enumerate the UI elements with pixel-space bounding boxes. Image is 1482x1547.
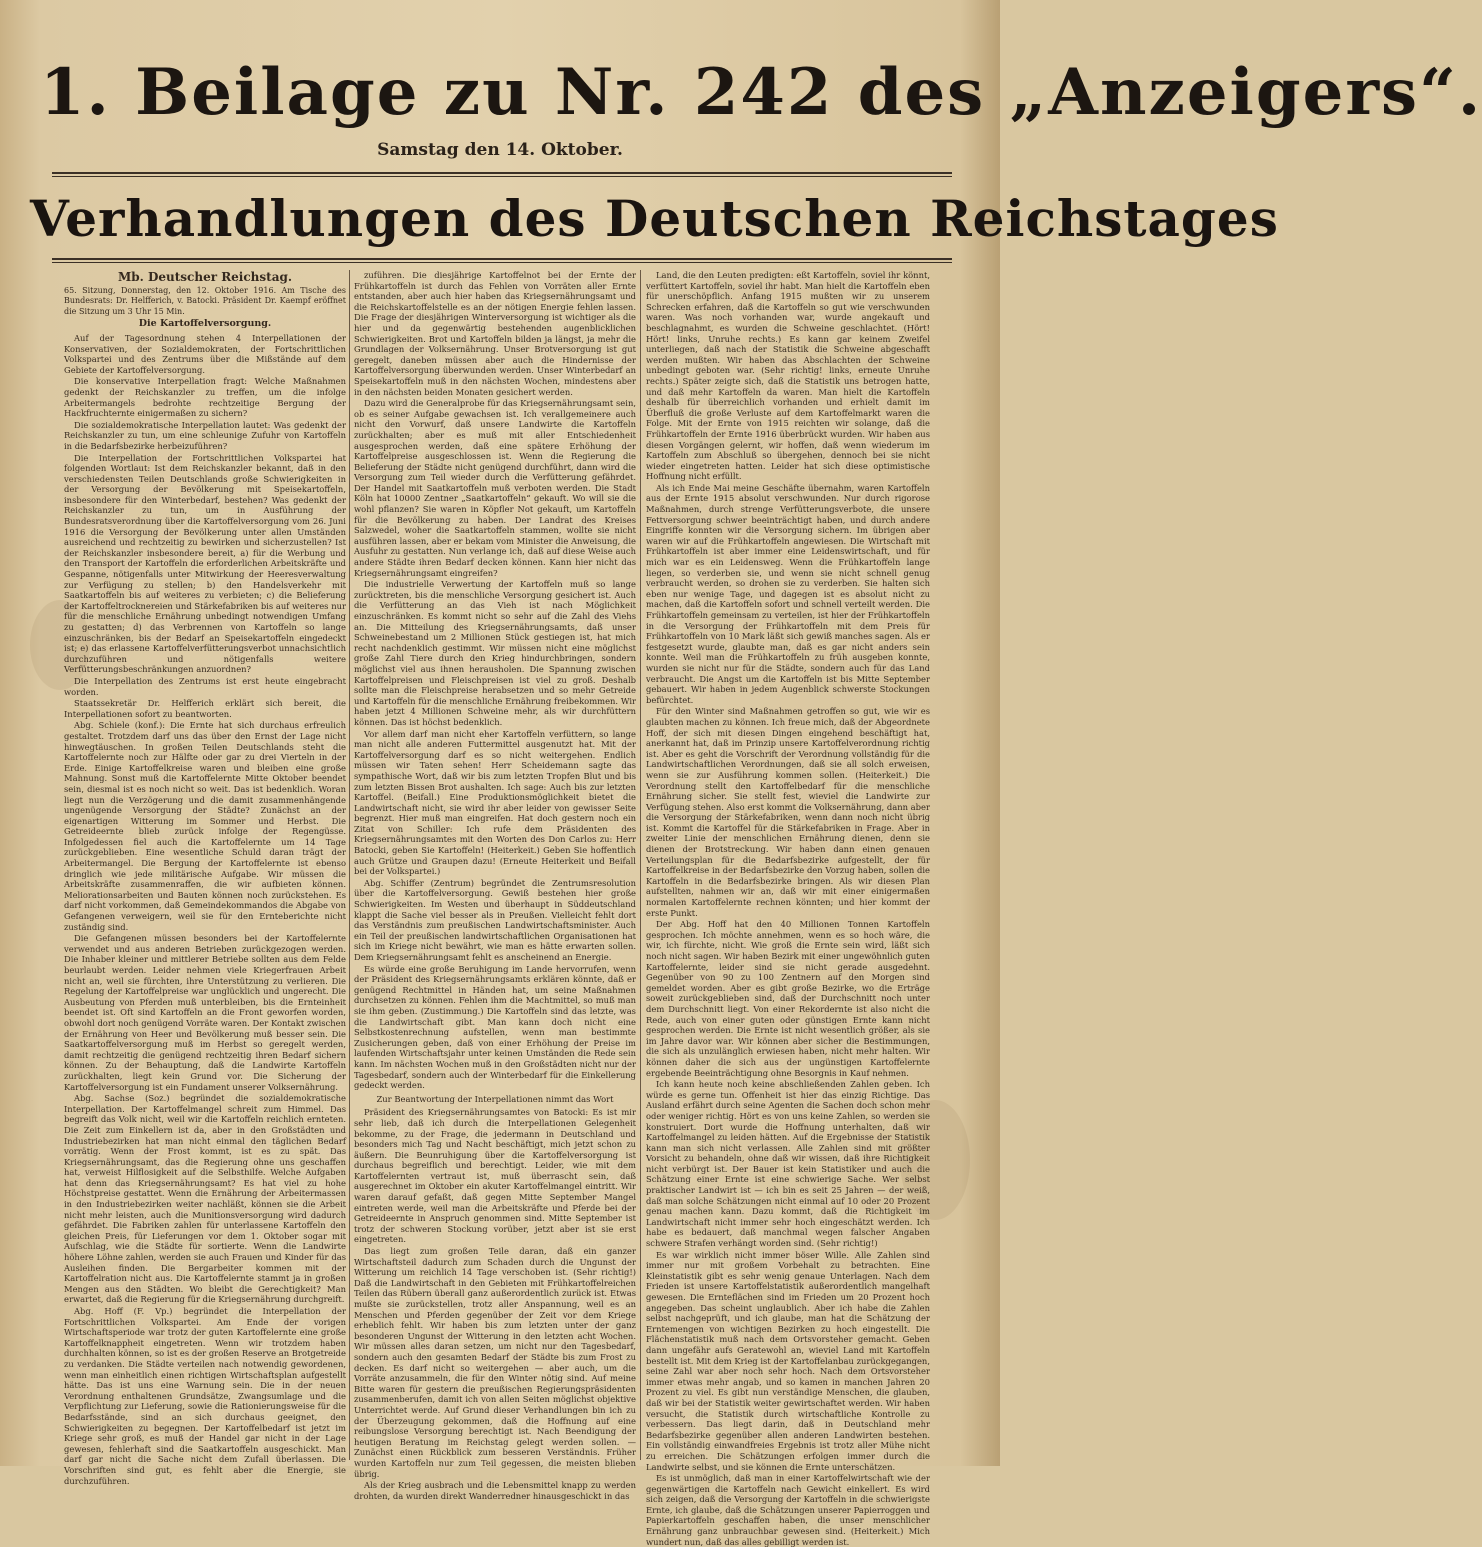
issue-date: Samstag den 14. Oktober. (377, 140, 623, 160)
article-paragraph: Abg. Schiffer (Zentrum) begründet die Zentrumsresolution über die Kartoffelversorgung. Gewiß bestehen hier große Schwierigkeiten. Im Westen und überhaupt in Süddeutschland klappt die Sache viel besser als in Preußen. Vielleicht fehlt dort das Verständnis zum preußischen Landwirtschaftsminister. Auch ein Teil der preußischen landwirtschaftlichen Organisationen hat sich im Kriege nicht bewährt, wie man es hätte erwarten sollen. Dem Kriegsernährungsamt fehlt es anscheinend an Energie. (354, 877, 636, 962)
article-paragraph: Die Interpellation der Fortschrittlichen Volkspartei hat folgenden Wortlaut: Ist dem Reichskanzler bekannt, daß in den verschiedensten Teilen Deutschlands große Schwierigkeiten in der Versorgung der Bevölkerung mit Speisekartoffeln, insbesondere für den Winterbedarf, bestehen? Was gedenkt der Reichskanzler zu tun, um in Ausführung der Bundesratsverordnung über die Kartoffelversorgung vom 26. Juni 1916 die Versorgung der Bevölkerung unter allen Umständen ausreichend und rechtzeitig zu bewirken und sicherzustellen? Ist der Reichskanzler insbesondere bereit, a) für die Werbung und den Transport der Kartoffeln die erforderlichen Arbeitskräfte und Gespanne, nötigenfalls unter Mitwirkung der Heeresverwaltung zur Verfügung zu stellen; b) den Handelsverkehr mit Saatkartoffeln bis auf weiteres zu verbieten; c) die Belieferung der Kartoffeltrocknereien und Stärkefabriken bis auf weiteres nur für die menschliche Ernährung unbedingt notwendigen Umfang zu gestatten; d) das Verbrennen von Kartoffeln so lange einzuschränken, bis der Bedarf an Speisekartoffeln eingedeckt ist; e) das erlassene Kartoffelverfütterungsverbot unnachsichtlich durchzuführen und nötigenfalls weitere Verfütterungsbeschränkungen anzuordnen? (64, 452, 346, 675)
article-paragraph: Die konservative Interpellation fragt: Welche Maßnahmen gedenkt der Reichskanzler zu treffen, um die infolge Arbeitermangels bedrohte rechtzeitige Bergung der Hackfruchternte einigermaßen zu sichern? (64, 376, 346, 419)
article-paragraph: Die Gefangenen müssen besonders bei der Kartoffelernte verwendet und aus anderen Betrieben zurückgezogen werden. Die Inhaber kleiner und mittlerer Betriebe sollten aus dem Felde beurlaubt werden. Leider nehmen viele Kriegerfrauen Arbeit nicht an, weil sie fürchten, ihre Unterstützung zu verlieren. Die Regelung der Kartoffelpreise war unglücklich und ungerecht. Die Ausbeutung von Pferden muß unterbleiben, bis die Ernteinheit beendet ist. Oft sind Kartoffeln an die Front geworfen worden, obwohl dort noch genügend Vorräte waren. Der Kontakt zwischen der Ernährung von Heer und Bevölkerung muß besser sein. Die Saatkartoffelversorgung muß im Herbst so geregelt werden, damit rechtzeitig die genügend rechtzeitig ihren Bedarf sichern können. Zu der Behauptung, daß die Landwirte Kartoffeln zurückhalten, liegt kein Grund vor. Die Sicherung der Kartoffelversorgung ist ein Fundament unserer Volksernährung. (64, 933, 346, 1092)
column-divider (640, 270, 641, 1460)
column-divider (349, 270, 350, 1460)
article-paragraph: Als ich Ende Mai meine Geschäfte übernahm, waren Kartoffeln aus der Ernte 1915 absolut verschwunden. Nur durch rigorose Maßnahmen, durch strenge Verfütterungsverbote, die unsere Fettversorgung schwer beeinträchtigt haben, und durch andere Eingriffe konnten wir die Versorgung sichern. Im übrigen aber waren wir auf die Frühkartoffeln angewiesen. Die Wirtschaft mit Frühkartoffeln ist aber immer eine Leidenswirtschaft, und für mich war es ein Leidensweg. Wenn die Frühkartoffeln lange liegen, so verderben sie, und wenn sie nicht schnell genug verbraucht werden, so drohen sie zu verderben. Sie halten sich eben nur wenige Tage, und dagegen ist es absolut nicht zu machen, daß die Kartoffeln sofort und schnell verteilt werden. Die Frühkartoffeln gemeinsam zu verteilen, ist hier der Frühkartoffeln in die Versorgung der Frühkartoffeln mit dem Preis für Frühkartoffeln von 10 Mark läßt sich gewiß manches sagen. Als er festgesetzt wurde, glaubte man, daß es gar nicht anders sein konnte. Weil man die Frühkartoffeln zu früh ausgeben konnte, wurden sie nicht nur für die Städte, sondern auch für das Land verbraucht. Die Angst um die Kartoffeln ist bis Mitte September gebauert. Wir haben in jedem Augenblick schwerste Stockungen befürchtet. (646, 482, 930, 705)
centered-line: Zur Beantwortung der Interpellationen nimmt das Wort (376, 1093, 614, 1104)
article-paragraph: Als der Krieg ausbrach und die Lebensmittel knapp zu werden drohten, da wurden direkt Wanderredner hinausgeschickt in das (354, 1480, 636, 1501)
article-column-1 (64, 270, 346, 1486)
section-headline: Verhandlungen des Deutschen Reichstages (30, 189, 1279, 248)
article-paragraph: Dazu wird die Generalprobe für das Kriegsernährungsamt sein, ob es seiner Aufgabe gewachsen ist. Ich verallgemeinere auch nicht den Vorwurf, daß unsere Landwirte die Kartoffeln zurückhalten; aber es muß mit aller Entschiedenheit ausgesprochen werden, daß eine spätere Erhöhung der Kartoffelpreise ausgeschlossen ist. Wenn die Regierung die Belieferung der Städte nicht genügend durchführt, dann wird die Versorgung zum Teil wieder durch die Verfütterung gefährdet. Der Handel mit Saatkartoffeln muß verboten werden. Die Stadt Köln hat 10000 Zentner „Saatkartoffeln“ gekauft. Wo will sie die wohl pflanzen? Sie waren in Köpfler Not gekauft, um Kartoffeln für die Bevölkerung zu haben. Der Landrat des Kreises Salzwedel, woher die Saatkartoffeln stammen, wollte sie nicht ausführen lassen, aber er bekam vom Minister die Anweisung, die Ausfuhr zu gestatten. Nun verlange ich, daß auf diese Weise auch andere Städte ihren Bedarf decken können. Kann hier nicht das Kriegsernährungsamt eingreifen? (354, 398, 636, 578)
article-paragraph: Abg. Schiele (konf.): Die Ernte hat sich durchaus erfreulich gestaltet. Trotzdem darf uns das über den Ernst der Lage nicht hinwegtäuschen. In großen Teilen Deutschlands steht die Kartoffelernte noch zur Hälfte oder gar zu drei Vierteln in der Erde. Einige Kartoffelkreise waren und bleiben eine große Mahnung. Sonst muß die Kartoffelernte Mitte Oktober beendet sein, diesmal ist es noch nicht so weit. Das ist bedenklich. Woran liegt nun die Verzögerung und die damit zusammenhängende ungenügende Versorgung der Städte? Zunächst an der eigenartigen Witterung im Sommer und Herbst. Die Getreideernte blieb zurück infolge der Regengüsse. Infolgedessen fiel auch die Kartoffelernte um 14 Tage zurückgeblieben. Eine wesentliche Schuld daran trägt der Arbeitermangel. Die Bergung der Kartoffelernte ist ebenso dringlich wie jede militärische Aufgabe. Wir müssen die Arbeitskräfte zusammenraffen, die wir aufbieten können. Meliorationsarbeiten und Bauten können noch zurückstehen. Es darf nicht vorkommen, daß Gemeindekommandos die Abgabe von Gefangenen verweigern, weil sie für den Ernteberichte nicht zuständig sind. (64, 720, 346, 932)
divider-rule (52, 176, 952, 177)
masthead-title: 1. Beilage zu Nr. 242 des „Anzeigers“. (40, 55, 1482, 130)
article-paragraph: Staatssekretär Dr. Helfferich erklärt sich bereit, die Interpellationen sofort zu beantworten. (64, 698, 346, 719)
article-paragraph: Präsident des Kriegsernährungsamtes von Batocki: Es ist mir sehr lieb, daß ich durch die Interpellationen Gelegenheit bekomme, zu der Frage, die jedermann in Deutschland und besonders mich Tag und Nacht beschäftigt, mich jetzt schon zu äußern. Die Beunruhigung über die Kartoffelversorgung ist durchaus begreiflich und berechtigt. Leider, wie mit dem Kartoffelernten vertraut ist, muß überrascht sein, daß ausgerechnet im Oktober ein akuter Kartoffelmangel eintritt. Wir waren darauf gefaßt, daß gegen Mitte September Mangel eintreten werde, weil man die Arbeitskräfte und Pferde bei der Getreideernte in Anspruch genommen sind. Mitte September ist trotz der schweren Stockung vorüber, jetzt aber ist sie erst eingetreten. (354, 1107, 636, 1245)
article-paragraph: Ich kann heute noch keine abschließenden Zahlen geben. Ich würde es gerne tun. Offenheit ist hier das einzig Richtige. Das Ausland erfährt durch seine Agenten die Sachen doch schon mehr oder weniger richtig. Hört es von uns keine Zahlen, so werden sie konstruiert. Dort wurde die Hoffnung unterhalten, daß wir Kartoffelmangel zu leiden hätten. Auf die Ergebnisse der Statistik kann man sich nicht verlassen. Alle Zahlen sind mit größter Vorsicht zu behandeln, ohne daß wir wissen, daß ihre Richtigkeit nicht verbürgt ist. Der Bauer ist kein Statistiker und auch die Schätzung einer Ernte ist eine schwierige Sache. Wer selbst praktischer Landwirt ist — ich bin es seit 25 Jahren — der weiß, daß man solche Schätzungen nicht einmal auf 10 oder 20 Prozent genau machen kann. Dazu kommt, daß die Richtigkeit im Landwirtschaft nicht immer sehr hoch eingeschätzt werden. Ich habe es bedauert, daß manchmal wegen falscher Angaben schwere Strafen verhängt worden sind. (Sehr richtig!) (646, 1079, 930, 1249)
article-paragraph: Die Interpellation des Zentrums ist erst heute eingebracht worden. (64, 675, 346, 697)
article-paragraph: Es war wirklich nicht immer böser Wille. Alle Zahlen sind immer nur mit großem Vorbehalt zu betrachten. Eine Kleinstatistik gibt es sehr wenig genaue Unterlagen. Nach dem Frieden ist unsere Kartoffelstatistik außerordentlich mangelhaft gewesen. Die Ernteflächen sind im Frieden um 20 Prozent hoch angegeben. Das scheint unglaublich. Aber ich habe die Zahlen selbst nachgeprüft, und ich glaube, man hat die Schätzung der Erntemengen von wichtigen Bezirken zu hoch eingestellt. Die Flächenstatistik muß nach dem Ortsvorsteher gemacht. Geben dann ungefähr aufs Geratewohl an, wieviel Land mit Kartoffeln bestellt ist. Mit dem Krieg ist der Kartoffelanbau zurückgegangen, seine Zahl war aber noch sehr hoch. Nach dem Ortsvorsteher immer etwas mehr angab, und so kamen in manchen Jahren 20 Prozent zu viel. Es gibt nun verständige Menschen, die glauben, daß wir bei der Statistik weiter gewirtschaftet werden. Wir haben versucht, die Statistik durch wirtschaftliche Kontrolle zu verbessern. Das liegt darin, daß in Deutschland mehr Bedarfsbezirke gegenüber allen anderen Landwirten bestehen. Ein vollständig einwandfreies Ergebnis ist trotz aller Mühe nicht zu erreichen. Die Schätzungen erfolgen immer durch die Landwirte selbst, und sie können die Ernte unterschätzen. (646, 1249, 930, 1472)
subsection-title: Die Kartoffelversorgung. (138, 318, 272, 330)
article-paragraph: Der Abg. Hoff hat den 40 Millionen Tonnen Kartoffeln gesprochen. Ich möchte annehmen, wenn es so hoch wäre, die wir, ich fürchte, nicht. Wie groß die Ernte sein wird, läßt sich noch nicht sagen. Wir haben Bezirk mit einer ungewöhnlich guten Kartoffelernte, leider sind sie nicht gerade ausgedehnt. Gegenüber von 90 zu 100 Zentnern auf den Morgen sind gemeldet worden. Aber es gibt große Bezirke, wo die Erträge soweit zurückgeblieben sind, daß der Durchschnitt noch unter dem Durchschnitt liegt. Von einer Rekordernte ist also nicht die Rede, auch von einer guten oder günstigen Ernte kann nicht gesprochen werden. Die Ernte ist nicht wesentlich größer, als sie im Jahre davor war. Wir können aber sicher die Bestimmungen, die sich als unzulänglich erwiesen haben, nicht mehr halten. Wir können daher die sich aus der ungünstigen Kartoffelernte ergebende Beeinträchtigung ohne Besorgnis in Kauf nehmen. (646, 919, 930, 1078)
article-paragraph: Auf der Tagesordnung stehen 4 Interpellationen der Konservativen, der Sozialdemokraten, der Fortschrittlichen Volkspartei und des Zentrums über die Mißstände auf dem Gebiete der Kartoffelversorgung. (64, 332, 346, 375)
divider-rule (52, 262, 952, 263)
article-paragraph: Es würde eine große Beruhigung im Lande hervorrufen, wenn der Präsident des Kriegsernährungsamts erklären könnte, daß er genügend Rechtmittel in Händen hat, um seine Maßnahmen durchsetzen zu können. Fehlen ihm die Machtmittel, so muß man sie ihm geben. (Zustimmung.) Die Kartoffeln sind das letzte, was die Landwirtschaft gibt. Man kann doch nicht eine Selbstkostenrechnung aufstellen, wenn man bestimmte Zusicherungen geben, daß von einer Erhöhung der Preise im laufenden Wirtschaftsjahr unter keinen Umständen die Rede sein kann. Im nächsten Wochen muß in den Großstädten nicht nur der Tagesbedarf, sondern auch der Winterbedarf für die Einkellerung gedeckt werden. (354, 963, 636, 1091)
article-paragraph: Land, die den Leuten predigten: eßt Kartoffeln, soviel ihr könnt, verfüttert Kartoffeln, soviel ihr habt. Man hielt die Kartoffeln eben für unerschöpflich. Anfang 1915 mußten wir zu unserem Schrecken erfahren, daß die Kartoffeln so gut wie verschwunden waren. Was noch vorhanden war, wurde angekauft und beschlagnahmt, es wurden die Schweine geschlachtet. (Hört! Hört! links, Unruhe rechts.) Es kann gar keinem Zweifel unterliegen, daß nach der Statistik die Schweine abgeschafft werden mußten. Wir haben das Abschlachten der Schweine unbedingt geboten war. (Sehr richtig! links, erneute Unruhe rechts.) Später zeigte sich, daß die Statistik uns betrogen hatte, und daß mehr Kartoffeln da waren. Man hielt die Kartoffeln deshalb für überreichlich vorhanden und erhielt damit im Überfluß die große Verluste auf dem Kartoffelmarkt waren die Folge. Mit der Ernte von 1915 reichten wir solange, daß die Frühkartoffeln der Ernte 1916 überbrückt wurden. Wir haben aus diesen Vorgängen gelernt, wir hoffen, daß wenn wiederum im Kartoffeln zum Abschluß so übergehen, dennoch bei sie nicht wieder eingetreten hatten. Leider hat sich diese optimistische Hoffnung nicht erfüllt. (646, 270, 930, 482)
article-column-2 (354, 270, 636, 1501)
article-column-3 (646, 270, 930, 1547)
divider-rule (52, 258, 952, 260)
session-info: 65. Sitzung, Donnerstag, den 12. Oktober 1916. Am Tische des Bundesrats: Dr. Helfferich, v. Batocki. Präsident Dr. Kaempf eröffnet die Sitzung um 3 Uhr 15 Min. (64, 285, 346, 316)
article-paragraph: zuführen. Die diesjährige Kartoffelnot bei der Ernte der Frühkartoffeln ist durch das Fehlen von Vorräten aller Ernte entstanden, aber auch hier haben das Kriegsernährungsamt und die Reichskartoffelstelle es an der nötigen Energie fehlen lassen. Die Frage der diesjährigen Winterversorgung ist wichtiger als die hier und da gegenwärtig bestehenden augenblicklichen Schwierigkeiten. Brot und Kartoffeln bilden ja längst, ja mehr die Grundlagen der Volksernährung. Unser Brotversorgung ist gut geregelt, daneben müssen aber auch die Hindernisse der Kartoffelversorgung überwunden werden. Unser Winterbedarf an Speisekartoffeln muß in den nächsten Wochen, mindestens aber in den nächsten beiden Monaten gesichert werden. (354, 270, 636, 397)
divider-rule (52, 172, 952, 174)
article-paragraph: Für den Winter sind Maßnahmen getroffen so gut, wie wir es glaubten machen zu können. Ich freue mich, daß der Abgeordnete Hoff, der sich mit diesen Dingen eingehend beschäftigt hat, anerkannt hat, daß im Prinzip unsere Kartoffelverordnung richtig ist. Aber es geht die Vorschrift der Verordnung vollständig für die Landwirtschaftlichen Verordnungen, daß sie all solch erweisen, wenn sie zur Ausführung kommen sollen. (Heiterkeit.) Die Verordnung stellt den Kartoffelbedarf für die menschliche Ernährung sicher. Sie stellt fest, wieviel die Landwirte zur Verfügung stehen. Also erst kommt die Volksernährung, dann aber die Versorgung der Stärkefabriken, wenn dann noch nicht übrig ist. Kommt die Kartoffel für die Stärkefabriken in Frage. Aber in zweiter Linie der menschlichen Ernährung dienen, denn sie dienen der Brotstreckung. Wir haben dann einen genauen Verteilungsplan für die Bedarfsbezirke aufgestellt, der für Kartoffelkreise in der Bedarfsbezirke den Vorzug haben, sollen die Kartoffeln in die Bedarfsbezirke bringen. Als wir diesen Plan aufstellten, nahmen wir an, daß wir mit einer einigermaßen normalen Kartoffelernte rechnen könnten; und hier kommt der erste Punkt. (646, 706, 930, 918)
article-paragraph: Vor allem darf man nicht eher Kartoffeln verfüttern, so lange man nicht alle anderen Futtermittel ausgenutzt hat. Mit der Kartoffelversorgung darf es so nicht weitergehen. Endlich müssen wir Taten sehen! Herr Scheidemann sagte das sympathische Wort, daß wir bis zum letzten Tropfen Blut und bis zum letzten Bissen Brot aushalten. Ich sage: Auch bis zur letzten Kartoffel. (Beifall.) Eine Produktionsmöglichkeit bietet die Landwirtschaft nicht, sie wird ihr aber leider von gewisser Seite begrenzt. Hier muß man eingreifen. Hat doch gestern noch ein Zitat von Schiller: Ich rufe dem Präsidenten des Kriegsernährungsamtes mit den Worten des Don Carlos zu: Herr Batocki, geben Sie Kartoffeln! (Heiterkeit.) Geben Sie hoffentlich auch Grütze und Graupen dazu! (Erneute Heiterkeit und Beifall bei der Volkspartei.) (354, 728, 636, 877)
article-paragraph: Die industrielle Verwertung der Kartoffeln muß so lange zurücktreten, bis die menschliche Versorgung gesichert ist. Auch die Verfütterung an das Vieh ist nach Möglichkeit einzuschränken. Es kommt nicht so sehr auf die Zahl des Viehs an. Die Mitteilung des Kriegsernährungsamts, daß unser Schweinebestand um 2 Millionen Stück gestiegen ist, hat mich recht nachdenklich gestimmt. Wir müssen nicht eine möglichst große Zahl Tiere durch den Krieg hindurchbringen, sondern möglichst viel aus ihnen herausholen. Die Spannung zwischen Kartoffelpreisen und Fleischpreisen ist viel zu groß. Deshalb sollte man die Fleischpreise herabsetzen und so mehr Getreide und Kartoffeln für die menschliche Ernährung freibekommen. Wir haben jetzt 4 Millionen Schweine mehr, als wir durchfüttern können. Das ist höchst bedenklich. (354, 579, 636, 727)
article-paragraph: Abg. Sachse (Soz.) begründet die sozialdemokratische Interpellation. Der Kartoffelmangel schreit zum Himmel. Das begreift das Volk nicht, weil wir die Kartoffeln reichlich ernteten. Die Zeit zum Einkellern ist da, aber in den Großstädten und Industriebezirken hat man nicht einmal den täglichen Bedarf vorrätig. Wenn der Frost kommt, ist es zu spät. Das Kriegsernährungsamt, das die Regierung ohne uns geschaffen hat, verweist Hilflosigkeit auf die Selbsthilfe. Welche Aufgaben hat denn das Kriegsernährungsamt? Es hat viel zu hohe Höchstpreise gestattet. Wenn die Ernährung der Arbeitermassen in den Industriebezirken weiter nachläßt, können sie die Arbeit nicht mehr leisten, auch die Munitionsversorgung wird dadurch gefährdet. Die Fabriken zahlen für unterlassene Kartoffeln den gleichen Preis, für Lieferungen vor dem 1. Oktober sogar mit Aufschlag, wie die Städte für sortierte. Wenn die Landwirte höhere Löhne zahlen, werden sie auch Frauen und Kinder für das Ausleihen finden. Die Bergarbeiter kommen mit der Kartoffelration nicht aus. Die Kartoffelernte stammt ja in großen Mengen aus den Städten. Wo bleibt die Gerechtigkeit? Man erwartet, daß die Regierung für die Kriegsernährung durchgreift. (64, 1093, 346, 1305)
article-paragraph: Abg. Hoff (F. Vp.) begründet die Interpellation der Fortschrittlichen Volkspartei. Am Ende der vorigen Wirtschaftsperiode war trotz der guten Kartoffelernte eine große Kartoffelknappheit eingetreten. Wenn wir trotzdem haben durchhalten können, so ist es der großen Reserve an Brotgetreide zu verdanken. Die Städte verteilen nach notwendig gewordenen, wenn man einheitlich einen richtigen Wirtschaftsplan aufgestellt hätte. Das ist uns eine Warnung sein. Die in der neuen Verordnung enthaltenen Grundsätze, Zwangsumlage und die Verpflichtung zur Lieferung, sowie die Rationierungsweise für die Bedarfsstände, sind an sich durchaus geeignet, den Schwierigkeiten zu begegnen. Der Kartoffelbedarf ist jetzt im Kriege sehr groß, es muß der Handel gar nicht in der Lage gewesen, fehlerhaft sind die Saatkartoffeln ausgeschickt. Man darf gar nicht die Sache nicht dem Zufall überlassen. Die Vorschriften sind gut, es fehlt aber die Energie, sie durchzuführen. (64, 1306, 346, 1486)
article-paragraph: Es ist unmöglich, daß man in einer Kartoffelwirtschaft wie der gegenwärtigen die Kartoffeln nach Gewicht einkellert. Es wird sich zeigen, daß die Versorgung der Kartoffeln in die schwierigste Ernte, ich glaube, daß die Schätzungen unserer Papierroggen und Papierkartoffeln geschaffen haben, die unser menschlicher Ernährung ganz unbrauchbar gewesen sind. (Heiterkeit.) Mich wundert nun, daß das alles gebilligt werden ist. (646, 1473, 930, 1547)
article-paragraph: Die sozialdemokratische Interpellation lautet: Was gedenkt der Reichskanzler zu tun, um eine schleunige Zufuhr von Kartoffeln in die Bedarfsbezirke herbeizuführen? (64, 419, 346, 451)
section-title: Mb. Deutscher Reichstag. (117, 270, 293, 284)
article-paragraph: Das liegt zum großen Teile daran, daß ein ganzer Wirtschaftsteil dadurch zum Schaden durch die Ungunst der Witterung um reichlich 14 Tage verschoben ist. (Sehr richtig!) Daß die Landwirtschaft in den Gebieten mit Frühkartoffelreichen Teilen das Rübern überall ganz außerordentlich zurück ist. Etwas mußte sie zurückstellen, trotz aller Anspannung, weil es an Menschen und Pferden gegenüber der Zeit vor dem Kriege erheblich fehlt. Wir haben bis zum letzten unter der ganz besonderen Ungunst der Witterung in den letzten acht Wochen. Wir müssen alles daran setzen, um nicht nur den Tagesbedarf, sondern auch den gesamten Bedarf der Städte bis zum Frost zu decken. Es darf nicht so weitergehen — aber auch, um die Vorräte anzusammeln, die für den Winter nötig sind. Auf meine Bitte waren für gestern die preußischen Regierungspräsidenten zusammenberufen, damit ich von allen Seiten möglichst objektive Unterrichtet werde. Auf Grund dieser Verhandlungen bin ich zu der Überzeugung gekommen, daß die Hoffnung auf eine reibungslose Versorgung berechtigt ist. Nach Beendigung der heutigen Beratung im Reichstag gelegt werden sollen. — Zunächst einen Rückblick zum besseren Verständnis. Früher wurden Kartoffeln nur zum Teil gegessen, die meisten blieben übrig. (354, 1246, 636, 1479)
